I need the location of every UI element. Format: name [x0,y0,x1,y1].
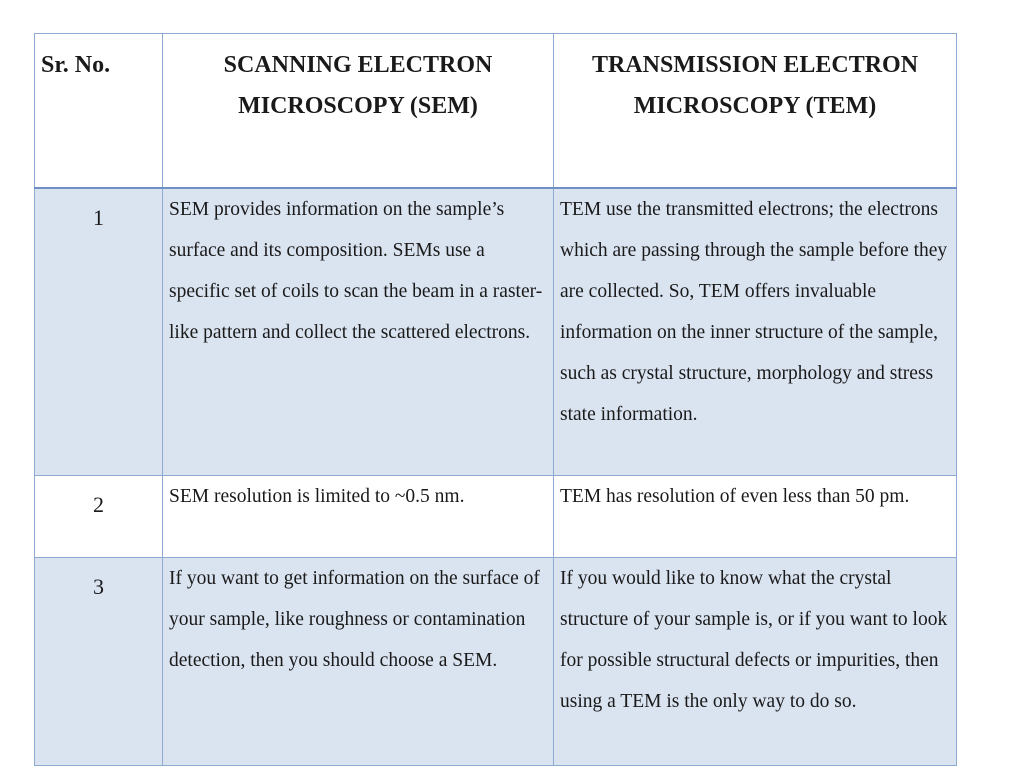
sem-cell: If you want to get information on the surface of your sample, like roughness or contamination detection, then you should choose a SEM. [163,558,554,766]
tem-cell: TEM has resolution of even less than 50 pm. [554,476,957,558]
row-number: 3 [35,558,163,766]
comparison-table-container [34,33,956,766]
header-sr-no: Sr. No. [35,34,163,188]
header-row [35,34,957,188]
row-number: 1 [35,188,163,476]
row-number: 2 [35,476,163,558]
header-sem: SCANNING ELECTRON MICROSCOPY (SEM) [163,34,554,188]
sem-vs-tem-table [34,33,957,766]
sem-cell: SEM provides information on the sample’s surface and its composition. SEMs use a specific set of coils to scan the beam in a raster-like pattern and collect the scattered electrons. [163,188,554,476]
table-row [35,188,957,476]
header-tem: TRANSMISSION ELECTRON MICROSCOPY (TEM) [554,34,957,188]
tem-cell: TEM use the transmitted electrons; the electrons which are passing through the sample before they are collected. So, TEM offers invaluable information on the inner structure of the sample, such as crystal structure, morphology and stress state information. [554,188,957,476]
sem-cell: SEM resolution is limited to ~0.5 nm. [163,476,554,558]
table-row [35,558,957,766]
tem-cell: If you would like to know what the crystal structure of your sample is, or if you want to look for possible structural defects or impurities, then using a TEM is the only way to do so. [554,558,957,766]
table-row [35,476,957,558]
